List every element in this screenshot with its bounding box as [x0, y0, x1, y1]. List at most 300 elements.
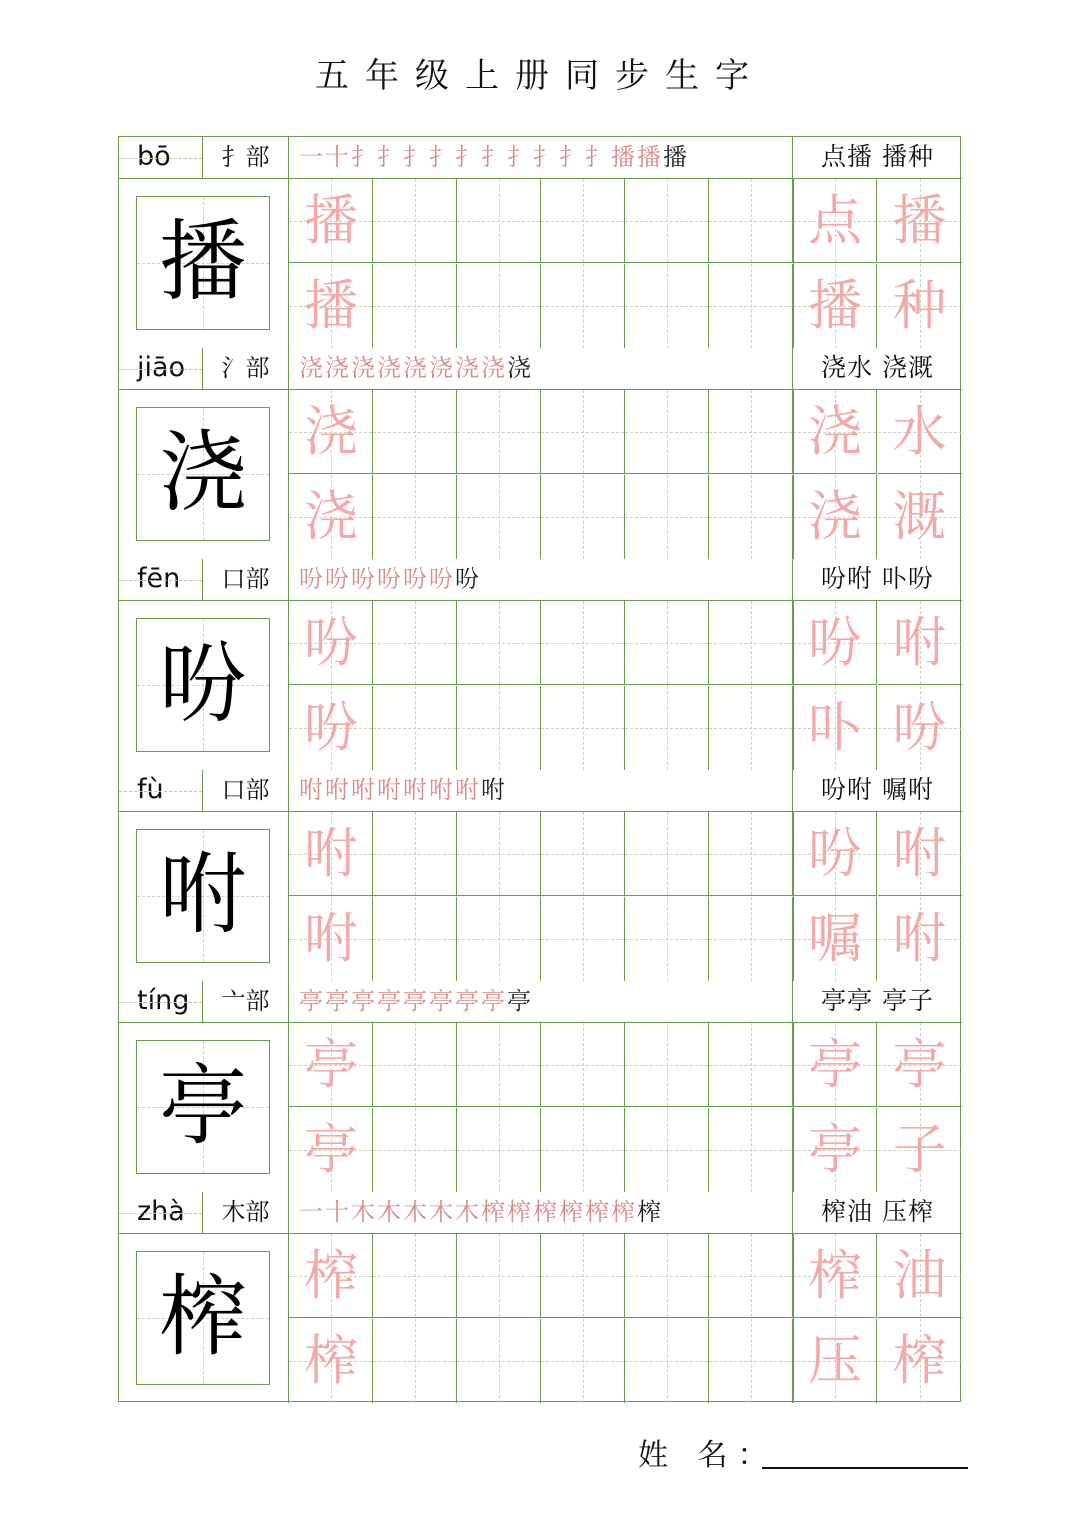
stroke-step: 扌 [351, 143, 375, 171]
stroke-step: 木 [403, 1198, 427, 1226]
guide-line [415, 179, 416, 262]
word-column-divider [793, 179, 794, 348]
guide-line [667, 686, 668, 770]
guide-line [583, 1319, 584, 1403]
practice-sheet [118, 136, 961, 1402]
practice-square[interactable] [541, 1023, 625, 1107]
practice-square[interactable] [373, 812, 457, 896]
guide-line [751, 1108, 752, 1192]
stroke-step: 亭 [325, 987, 349, 1015]
trace-character: 播 [892, 189, 947, 252]
practice-square[interactable] [457, 1023, 541, 1107]
character-header-row [119, 981, 962, 1023]
word-practice-square[interactable] [878, 897, 962, 981]
practice-square[interactable] [625, 264, 709, 348]
practice-square[interactable] [625, 601, 709, 685]
practice-square[interactable] [625, 897, 709, 981]
model-character: 咐 [158, 843, 247, 946]
model-character-box [136, 618, 270, 752]
trace-character: 榨 [304, 1328, 358, 1392]
guide-line [667, 1023, 668, 1106]
word-practice-square[interactable] [878, 1319, 962, 1403]
word-practice-square[interactable] [793, 475, 877, 559]
trace-character: 油 [892, 1244, 947, 1307]
pinyin-guide-line [119, 158, 202, 159]
guide-line [667, 390, 668, 473]
stroke-step: 浇 [429, 354, 453, 382]
practice-square[interactable] [709, 1108, 793, 1192]
trace-character: 吩 [808, 611, 862, 674]
practice-square[interactable] [541, 686, 625, 770]
stroke-step: 扌 [507, 143, 531, 171]
guide-line [751, 601, 752, 684]
practice-square[interactable] [289, 1319, 373, 1403]
practice-square[interactable] [541, 390, 625, 474]
trace-character: 亭 [304, 1033, 358, 1096]
character-block [119, 1192, 962, 1403]
trace-character: 咐 [892, 906, 947, 970]
pinyin-cell [119, 137, 203, 179]
stroke-step: 扌 [429, 143, 453, 171]
practice-square[interactable] [709, 1023, 793, 1107]
words-cell: 点播 播种 [821, 142, 934, 171]
pinyin-text: fù [137, 774, 164, 805]
practice-square[interactable] [625, 1108, 709, 1192]
character-block [119, 137, 962, 348]
stroke-step: 木 [377, 1198, 401, 1226]
model-character-cell [119, 1234, 289, 1403]
model-character-cell [119, 1023, 289, 1192]
practice-square[interactable] [625, 1023, 709, 1107]
guide-line [415, 1319, 416, 1403]
stroke-step: 咐 [481, 776, 505, 804]
practice-square[interactable] [625, 1319, 709, 1403]
guide-line [499, 1234, 500, 1317]
stroke-step: 亭 [351, 987, 375, 1015]
guide-line [583, 812, 584, 895]
trace-character: 榨 [808, 1244, 862, 1307]
stroke-step: 浇 [481, 354, 505, 382]
practice-square[interactable] [709, 179, 793, 263]
practice-square[interactable] [709, 897, 793, 981]
practice-square[interactable] [373, 1234, 457, 1318]
practice-square[interactable] [541, 897, 625, 981]
model-character-box [136, 1251, 270, 1385]
stroke-step: 浇 [325, 354, 349, 382]
practice-square[interactable] [541, 601, 625, 685]
words-cell: 吩咐 卟吩 [821, 564, 934, 593]
practice-square[interactable] [709, 390, 793, 474]
practice-square[interactable] [289, 1108, 373, 1192]
trace-character: 嘱 [808, 906, 862, 970]
model-character: 浇 [158, 421, 247, 524]
guide-line [751, 475, 752, 559]
word-practice-square[interactable] [878, 1023, 962, 1107]
stroke-step: 吩 [299, 565, 323, 593]
words-cell: 榨油 压榨 [821, 1197, 934, 1226]
trace-character: 吩 [892, 695, 947, 759]
guide-line [499, 1108, 500, 1192]
trace-character: 咐 [892, 822, 947, 885]
stroke-order-cell [289, 981, 793, 1023]
trace-character: 浇 [304, 400, 358, 463]
stroke-step: 吩 [377, 565, 401, 593]
trace-character: 压 [808, 1328, 862, 1392]
practice-square[interactable] [457, 264, 541, 348]
model-character-box [136, 1040, 270, 1174]
guide-line [415, 812, 416, 895]
practice-square[interactable] [709, 1234, 793, 1318]
practice-square[interactable] [457, 1108, 541, 1192]
word-practice-square[interactable] [793, 179, 877, 263]
trace-character: 播 [304, 273, 358, 337]
word-column-divider [793, 1234, 794, 1403]
pinyin-cell [119, 559, 203, 601]
practice-square[interactable] [625, 179, 709, 263]
stroke-step: 浇 [377, 354, 401, 382]
trace-character: 浇 [304, 484, 358, 548]
pinyin-text: jiāo [137, 352, 186, 383]
stroke-step: 木 [429, 1198, 453, 1226]
guide-line [415, 1108, 416, 1192]
word-practice-square[interactable] [878, 601, 962, 685]
guide-line [583, 390, 584, 473]
stroke-step: 扌 [455, 143, 479, 171]
character-header-row [119, 1192, 962, 1234]
guide-line [415, 264, 416, 348]
practice-square[interactable] [541, 475, 625, 559]
practice-square[interactable] [373, 601, 457, 685]
model-character-cell [119, 812, 289, 981]
guide-line [667, 1108, 668, 1192]
model-character-box [136, 829, 270, 963]
practice-square[interactable] [457, 179, 541, 263]
model-character-box [136, 407, 270, 541]
stroke-order-cell [289, 1192, 793, 1234]
trace-character: 吩 [808, 822, 862, 885]
practice-square[interactable] [289, 686, 373, 770]
trace-character: 浇 [808, 400, 862, 463]
word-practice-square[interactable] [878, 390, 962, 474]
stroke-step: 吩 [403, 565, 427, 593]
model-character-cell [119, 390, 289, 559]
word-practice-square[interactable] [878, 1108, 962, 1192]
stroke-step: 木 [351, 1198, 375, 1226]
practice-square[interactable] [625, 475, 709, 559]
practice-square[interactable] [625, 812, 709, 896]
guide-line [583, 686, 584, 770]
pinyin-guide-line [119, 1213, 202, 1214]
stroke-step: 一 [299, 143, 323, 171]
guide-line [415, 897, 416, 981]
practice-square[interactable] [373, 1108, 457, 1192]
word-practice-square[interactable] [878, 812, 962, 896]
radical-cell: 口部 [203, 770, 289, 812]
practice-square[interactable] [289, 475, 373, 559]
trace-character: 亭 [808, 1033, 862, 1096]
character-block [119, 981, 962, 1192]
stroke-step: 吩 [429, 565, 453, 593]
word-practice-square[interactable] [793, 264, 877, 348]
practice-square[interactable] [709, 686, 793, 770]
practice-square[interactable] [289, 390, 373, 474]
practice-square[interactable] [457, 390, 541, 474]
word-practice-square[interactable] [793, 601, 877, 685]
trace-character: 卟 [808, 695, 862, 759]
practice-square[interactable] [625, 686, 709, 770]
stroke-step: 木 [455, 1198, 479, 1226]
stroke-step: 亭 [455, 987, 479, 1015]
guide-line [499, 812, 500, 895]
name-label: 姓 名： [638, 1438, 778, 1473]
stroke-step: 浇 [507, 354, 531, 382]
character-header-row [119, 770, 962, 812]
stroke-step: 榨 [559, 1198, 583, 1226]
stroke-step: 吩 [455, 565, 479, 593]
stroke-order-cell [289, 770, 793, 812]
practice-square[interactable] [373, 1023, 457, 1107]
practice-square[interactable] [457, 1234, 541, 1318]
guide-line [667, 475, 668, 559]
word-practice-square[interactable] [878, 686, 962, 770]
practice-square[interactable] [289, 1023, 373, 1107]
pinyin-cell [119, 981, 203, 1023]
practice-square[interactable] [457, 475, 541, 559]
guide-line [499, 390, 500, 473]
guide-line [751, 1234, 752, 1317]
trace-character: 亭 [304, 1117, 358, 1181]
model-character: 榨 [158, 1265, 247, 1368]
practice-square[interactable] [457, 601, 541, 685]
practice-square[interactable] [541, 1108, 625, 1192]
practice-square[interactable] [541, 812, 625, 896]
stroke-step: 扌 [585, 143, 609, 171]
guide-line [751, 264, 752, 348]
guide-line [751, 390, 752, 473]
guide-line [583, 897, 584, 981]
word-practice-square[interactable] [793, 897, 877, 981]
practice-square[interactable] [289, 601, 373, 685]
pinyin-text: zhà [137, 1196, 185, 1227]
word-practice-square[interactable] [793, 1234, 877, 1318]
stroke-step: 咐 [429, 776, 453, 804]
trace-character: 亭 [808, 1117, 862, 1181]
practice-square[interactable] [709, 475, 793, 559]
stroke-step: 榨 [611, 1198, 635, 1226]
word-practice-square[interactable] [793, 1108, 877, 1192]
stroke-order-cell [289, 559, 793, 601]
pinyin-guide-line [119, 791, 202, 792]
stroke-step: 亭 [377, 987, 401, 1015]
stroke-step: 扌 [377, 143, 401, 171]
practice-square[interactable] [541, 179, 625, 263]
stroke-step: 播 [637, 143, 661, 171]
guide-line [667, 897, 668, 981]
practice-square[interactable] [709, 601, 793, 685]
practice-square[interactable] [373, 475, 457, 559]
practice-square[interactable] [625, 390, 709, 474]
model-character: 播 [158, 210, 247, 313]
stroke-step: 吩 [325, 565, 349, 593]
guide-line [415, 1023, 416, 1106]
stroke-step: 扌 [559, 143, 583, 171]
guide-line [751, 1023, 752, 1106]
trace-character: 浇 [808, 484, 862, 548]
guide-line [499, 264, 500, 348]
stroke-order-cell [289, 348, 793, 390]
trace-character: 播 [304, 189, 358, 252]
pinyin-guide-line [119, 580, 202, 581]
pinyin-guide-line [119, 1002, 202, 1003]
practice-square[interactable] [709, 812, 793, 896]
guide-line [667, 1319, 668, 1403]
guide-line [499, 897, 500, 981]
practice-square[interactable] [457, 686, 541, 770]
stroke-step: 咐 [351, 776, 375, 804]
practice-square[interactable] [373, 1319, 457, 1403]
model-character: 亭 [158, 1054, 247, 1157]
word-practice-square[interactable] [793, 812, 877, 896]
practice-square[interactable] [709, 264, 793, 348]
practice-square[interactable] [289, 812, 373, 896]
words-cell: 亭亭 亭子 [821, 986, 934, 1015]
guide-line [583, 475, 584, 559]
word-practice-square[interactable] [793, 390, 877, 474]
practice-square[interactable] [709, 1319, 793, 1403]
trace-character: 吩 [304, 695, 358, 759]
guide-line [583, 1023, 584, 1106]
guide-line [415, 601, 416, 684]
word-column-divider [793, 390, 794, 559]
stroke-step: 榨 [533, 1198, 557, 1226]
character-block [119, 770, 962, 981]
trace-character: 咐 [304, 822, 358, 885]
pinyin-cell [119, 770, 203, 812]
practice-square[interactable] [289, 179, 373, 263]
trace-character: 亭 [892, 1033, 947, 1096]
radical-cell: 口部 [203, 559, 289, 601]
practice-square[interactable] [289, 1234, 373, 1318]
trace-character: 溉 [892, 484, 947, 548]
trace-character: 水 [892, 400, 947, 463]
stroke-step: 咐 [403, 776, 427, 804]
guide-line [583, 601, 584, 684]
practice-square[interactable] [457, 812, 541, 896]
guide-line [751, 1319, 752, 1403]
character-block [119, 559, 962, 770]
character-header-row [119, 559, 962, 601]
word-practice-square[interactable] [793, 1023, 877, 1107]
word-practice-square[interactable] [878, 1234, 962, 1318]
stroke-step: 咐 [377, 776, 401, 804]
guide-line [667, 1234, 668, 1317]
radical-cell: 木部 [203, 1192, 289, 1234]
word-practice-square[interactable] [793, 686, 877, 770]
character-block [119, 348, 962, 559]
word-practice-square[interactable] [878, 264, 962, 348]
trace-character: 点 [808, 189, 862, 252]
stroke-step: 咐 [299, 776, 323, 804]
model-character: 吩 [158, 632, 247, 735]
pinyin-text: fēn [137, 563, 181, 594]
guide-line [499, 601, 500, 684]
stroke-step: 浇 [403, 354, 427, 382]
words-cell: 浇水 浇溉 [821, 353, 934, 382]
trace-character: 种 [892, 273, 947, 337]
guide-line [751, 686, 752, 770]
practice-square[interactable] [541, 1234, 625, 1318]
stroke-step: 亭 [429, 987, 453, 1015]
character-header-row [119, 348, 962, 390]
trace-character: 咐 [304, 906, 358, 970]
word-practice-square[interactable] [793, 1319, 877, 1403]
stroke-step: 榨 [585, 1198, 609, 1226]
practice-square[interactable] [625, 1234, 709, 1318]
stroke-step: 亭 [403, 987, 427, 1015]
practice-square[interactable] [373, 897, 457, 981]
name-input-line[interactable] [762, 1467, 968, 1469]
model-character-cell [119, 601, 289, 770]
stroke-step: 吩 [351, 565, 375, 593]
guide-line [415, 1234, 416, 1317]
practice-square[interactable] [289, 264, 373, 348]
practice-square[interactable] [289, 897, 373, 981]
practice-square[interactable] [373, 264, 457, 348]
guide-line [415, 686, 416, 770]
practice-square[interactable] [373, 179, 457, 263]
guide-line [499, 475, 500, 559]
guide-line [751, 812, 752, 895]
practice-square[interactable] [373, 390, 457, 474]
word-practice-square[interactable] [878, 179, 962, 263]
stroke-step: 榨 [637, 1198, 661, 1226]
pinyin-cell [119, 348, 203, 390]
guide-line [499, 1319, 500, 1403]
guide-line [499, 1023, 500, 1106]
word-column-divider [793, 601, 794, 770]
stroke-step: 十 [325, 143, 349, 171]
pinyin-guide-line [119, 369, 202, 370]
guide-line [667, 179, 668, 262]
guide-line [583, 179, 584, 262]
practice-square[interactable] [541, 264, 625, 348]
page-title: 五年级上册同步生字 [315, 56, 765, 96]
pinyin-cell [119, 1192, 203, 1234]
stroke-step: 一 [299, 1198, 323, 1226]
practice-square[interactable] [457, 897, 541, 981]
trace-character: 榨 [892, 1328, 947, 1392]
stroke-step: 浇 [455, 354, 479, 382]
practice-square[interactable] [457, 1319, 541, 1403]
words-cell: 吩咐 嘱咐 [821, 775, 934, 804]
guide-line [583, 264, 584, 348]
model-character-box [136, 196, 270, 330]
stroke-step: 浇 [299, 354, 323, 382]
guide-line [415, 475, 416, 559]
stroke-step: 扌 [481, 143, 505, 171]
guide-line [751, 179, 752, 262]
trace-character: 咐 [892, 611, 947, 674]
pinyin-text: bō [137, 141, 171, 172]
practice-square[interactable] [373, 686, 457, 770]
word-practice-square[interactable] [878, 475, 962, 559]
guide-line [667, 264, 668, 348]
trace-character: 榨 [304, 1244, 358, 1307]
word-column-divider [793, 812, 794, 981]
guide-line [751, 897, 752, 981]
practice-square[interactable] [541, 1319, 625, 1403]
guide-line [667, 812, 668, 895]
